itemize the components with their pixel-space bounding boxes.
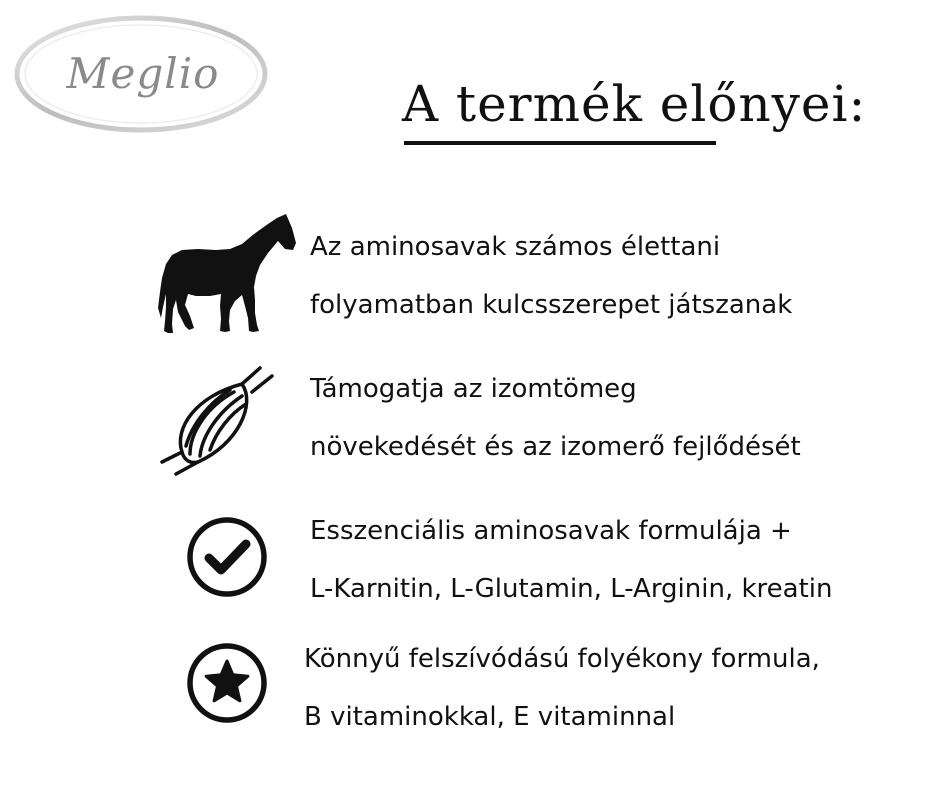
checkmark-circle-icon bbox=[186, 516, 268, 598]
benefit-line: B vitaminokkal, E vitaminnal bbox=[304, 702, 676, 732]
benefit-line: Esszenciális aminosavak formulája + bbox=[310, 516, 792, 546]
star-circle-icon bbox=[186, 642, 268, 724]
benefit-line: Az aminosavak számos élettani bbox=[310, 232, 721, 262]
horse-icon bbox=[158, 212, 298, 336]
meglio-logo bbox=[12, 12, 270, 136]
muscle-icon bbox=[160, 366, 276, 478]
page-title: A termék előnyei: bbox=[402, 75, 867, 133]
title-underline bbox=[404, 141, 716, 145]
benefit-line: Könnyű felszívódású folyékony formula, bbox=[304, 644, 820, 674]
benefit-line: L-Karnitin, L-Glutamin, L-Arginin, kreatin bbox=[310, 574, 833, 604]
benefit-line: folyamatban kulcsszerepet játszanak bbox=[310, 290, 793, 320]
logo-text: Meglio bbox=[66, 49, 220, 98]
benefit-line: Támogatja az izomtömeg bbox=[310, 374, 637, 404]
benefit-line: növekedését és az izomerő fejlődését bbox=[310, 432, 801, 462]
